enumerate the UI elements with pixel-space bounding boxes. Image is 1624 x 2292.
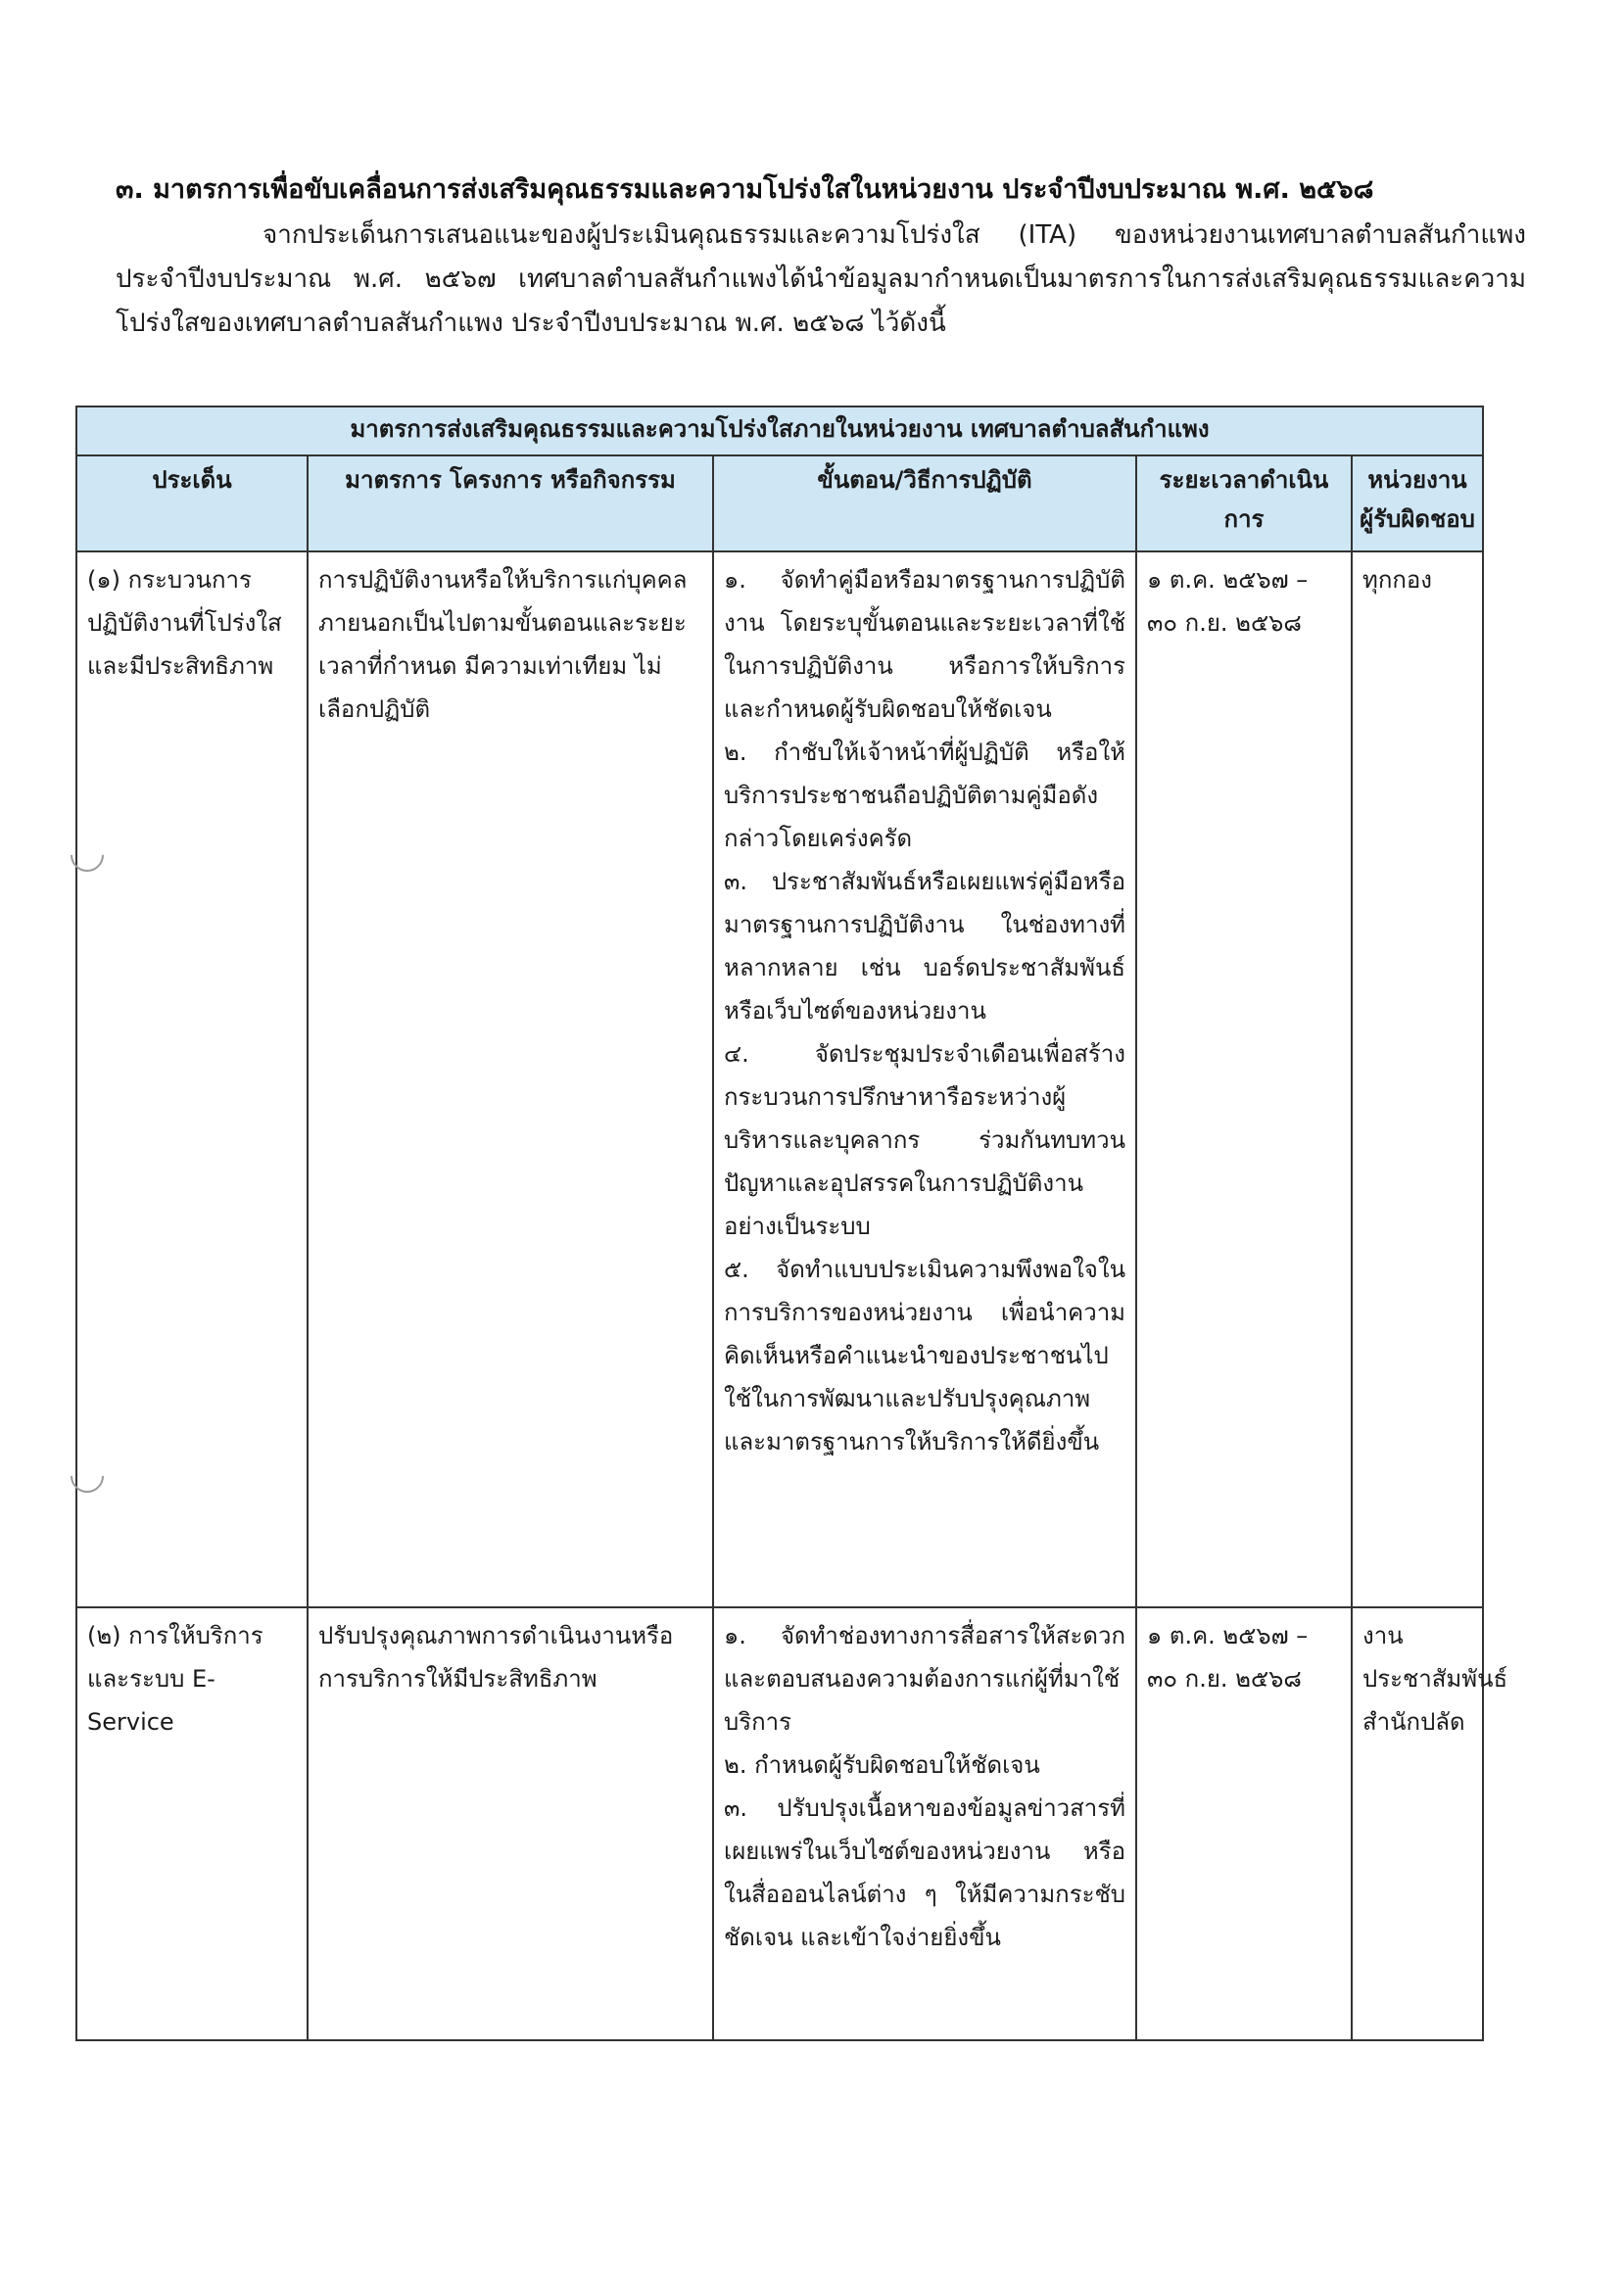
step-item: ๓. ปรับปรุงเนื้อหาของข้อมูลข่าวสารที่เผยแพร่ในเว็บไซต์ของหน่วยงาน หรือในสื่อออนไลน์ต่าง ๆ ให้มีความกระชับ ชัดเจน และเข้าใจง่ายยิ่งขึ้น (724, 1794, 1125, 1951)
step-item: ๕. จัดทำแบบประเมินความพึงพอใจในการบริการของหน่วยงาน เพื่อนำความคิดเห็นหรือคำแนะนำของประชาชนไปใช้ในการพัฒนาและปรับปรุงคุณภาพและมาตรฐานการให้บริการให้ดียิ่งขึ้น (724, 1256, 1125, 1456)
intro-text: จากประเด็นการเสนอแนะของผู้ประเมินคุณธรรมและความโปร่งใส (ITA) ของหน่วยงานเทศบาลตำบลสันกำแพง ประจำปีงบประมาณ พ.ศ. ๒๕๖๗ เทศบาลตำบลสันกำแพงได้นำข้อมูลมากำหนดเป็นมาตรการในการส่งเสริมคุณธรรมและความโปร่งใสของเทศบาลตำบลสันกำแพง ประจำปีงบประมาณ พ.ศ. ๒๕๖๘ ไว้ดังนี้ (116, 220, 1526, 338)
cell-owner: งานประชาสัมพันธ์ สำนักปลัด (1352, 1607, 1483, 2040)
cell-owner: ทุกกอง (1352, 551, 1483, 1607)
header-measure: มาตรการ โครงการ หรือกิจกรรม (308, 455, 713, 551)
header-period: ระยะเวลาดำเนินการ (1136, 455, 1352, 551)
intro-paragraph (116, 214, 1526, 346)
table-row (76, 1607, 1483, 2040)
section-heading: ๓. มาตรการเพื่อขับเคลื่อนการส่งเสริมคุณธรรมและความโปร่งใสในหน่วยงาน ประจำปีงบประมาณ พ.ศ. ๒๕๖๘ (116, 174, 1374, 205)
step-item: ๒. กำชับให้เจ้าหน้าที่ผู้ปฏิบัติ หรือให้บริการประชาชนถือปฏิบัติตามคู่มือดังกล่าวโดยเคร่งครัด (724, 739, 1125, 852)
table-banner: มาตรการส่งเสริมคุณธรรมและความโปร่งใสภายในหน่วยงาน เทศบาลตำบลสันกำแพง (76, 406, 1483, 455)
step-item: ๔. จัดประชุมประจำเดือนเพื่อสร้างกระบวนการปรึกษาหารือระหว่างผู้บริหารและบุคลากร ร่วมกันทบทวนปัญหาและอุปสรรคในการปฏิบัติงานอย่างเป็นระบบ (724, 1040, 1125, 1240)
cell-steps (713, 1607, 1136, 2040)
column-header-row (76, 455, 1483, 551)
step-item: ๑. จัดทำคู่มือหรือมาตรฐานการปฏิบัติงาน โดยระบุขั้นตอนและระยะเวลาที่ใช้ในการปฏิบัติงาน หรือการให้บริการ และกำหนดผู้รับผิดชอบให้ชัดเจน (724, 566, 1125, 723)
cell-issue: (๑) กระบวนการปฏิบัติงานที่โปร่งใสและมีประสิทธิภาพ (76, 551, 308, 1607)
table-row (76, 551, 1483, 1607)
measures-table (75, 406, 1508, 2041)
cell-steps (713, 551, 1136, 1607)
cell-period: ๑ ต.ค. ๒๕๖๗ – ๓๐ ก.ย. ๒๕๖๘ (1136, 1607, 1352, 2040)
cell-period: ๑ ต.ค. ๒๕๖๗ – ๓๐ ก.ย. ๒๕๖๘ (1136, 551, 1352, 1607)
header-steps: ขั้นตอน/วิธีการปฏิบัติ (713, 455, 1136, 551)
cell-measure: ปรับปรุงคุณภาพการดำเนินงานหรือการบริการให้มีประสิทธิภาพ (308, 1607, 713, 2040)
header-issue: ประเด็น (76, 455, 308, 551)
header-owner: หน่วยงานผู้รับผิดชอบ (1352, 455, 1483, 551)
cell-issue: (๒) การให้บริการและระบบ E-Service (76, 1607, 308, 2040)
cell-measure: การปฏิบัติงานหรือให้บริการแก่บุคคลภายนอกเป็นไปตามขั้นตอนและระยะเวลาที่กำหนด มีความเท่าเทียม ไม่เลือกปฏิบัติ (308, 551, 713, 1607)
step-item: ๓. ประชาสัมพันธ์หรือเผยแพร่คู่มือหรือมาตรฐานการปฏิบัติงาน ในช่องทางที่หลากหลาย เช่น บอร์ดประชาสัมพันธ์ หรือเว็บไซต์ของหน่วยงาน (724, 868, 1125, 1025)
step-item: ๑. จัดทำช่องทางการสื่อสารให้สะดวกและตอบสนองความต้องการแก่ผู้ที่มาใช้บริการ (724, 1622, 1125, 1736)
step-item: ๒. กำหนดผู้รับผิดชอบให้ชัดเจน (724, 1751, 1040, 1779)
